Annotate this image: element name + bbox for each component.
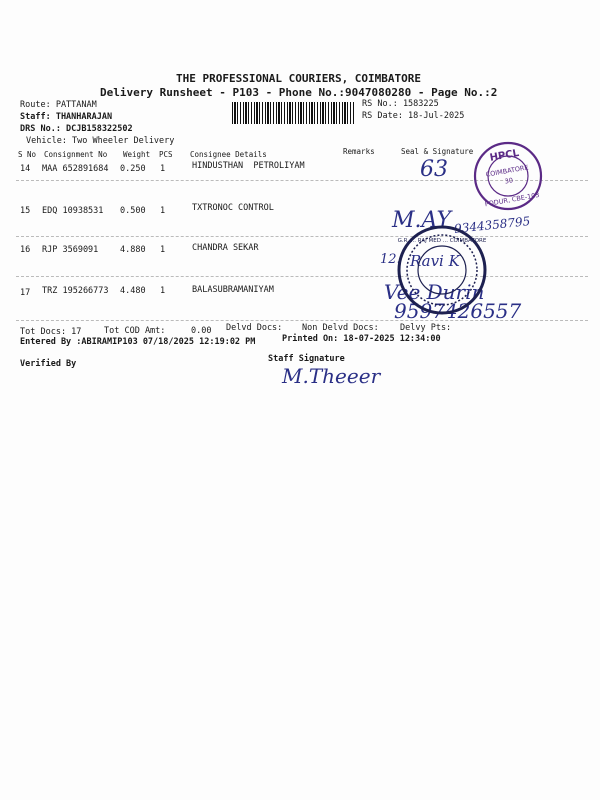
col-weight: Weight	[123, 150, 151, 159]
staff-label: Staff: THANHARAJAN	[20, 112, 113, 122]
handwritten-phone-row15: 9344358795	[453, 214, 531, 236]
col-pcs: PCS	[159, 150, 173, 159]
staff-signature-label: Staff Signature	[268, 354, 345, 364]
route-label: Route: PATTANAM	[20, 100, 97, 110]
col-remarks: Remarks	[343, 147, 375, 156]
handwritten-name-row15: M.AY	[392, 208, 452, 233]
row-consignment: MAA 652891684	[42, 164, 109, 174]
stamp-text: 30	[504, 176, 514, 186]
row-pcs: 1	[160, 206, 166, 216]
stamp-text: PODUR, CBE-103	[484, 190, 541, 209]
stamp-text: G.R. ... RAJ MED ... COIMBATORE	[397, 238, 487, 244]
row-sno: 16	[20, 245, 31, 255]
col-sno: S No	[18, 150, 37, 159]
row-consignment: EDQ 10938531	[42, 206, 104, 216]
row-consignee: TXTRONOC CONTROL	[192, 203, 274, 213]
round-seal-stamp	[396, 224, 488, 316]
row-pcs: 1	[160, 245, 166, 255]
total-cod-amount: Tot COD Amt: 0.00	[104, 326, 212, 336]
printed-on: Printed On: 18-07-2025 12:34:00	[282, 334, 441, 344]
row-consignment: RJP 3569091	[42, 245, 99, 255]
row-consignee: BALASUBRAMANIYAM	[192, 285, 274, 295]
col-consignee: Consignee Details	[190, 150, 267, 159]
stamp-text: HPCL	[488, 147, 520, 164]
row-pcs: 1	[160, 286, 166, 296]
drs-number: DRS No.: DCJB158322502	[20, 124, 133, 134]
delivery-points: Delvy Pts:	[400, 323, 452, 333]
col-consignment: Consignment No	[44, 150, 108, 159]
rs-date: RS Date: 18-Jul-2025	[362, 111, 465, 121]
entered-by: Entered By :ABIRAMIP103 07/18/2025 12:19:02 PM	[20, 337, 256, 347]
row-consignee: CHANDRA SEKAR	[192, 243, 259, 253]
total-docs: Tot Docs: 17	[20, 327, 82, 337]
row-sno: 15	[20, 206, 31, 216]
row-consignment: TRZ 195266773	[42, 286, 109, 296]
handwritten-name-row17: Vee Durin	[384, 280, 485, 304]
row-divider	[16, 276, 588, 277]
row-weight: 4.480	[120, 286, 146, 296]
row-sno: 17	[20, 288, 31, 298]
hpcl-stamp	[472, 140, 544, 212]
row-pcs: 1	[160, 164, 166, 174]
stamp-text: COIMBATORE	[485, 163, 530, 179]
staff-signature: M.Theeer	[282, 364, 381, 388]
handwritten-mark-row14: 63	[420, 157, 448, 182]
rs-number: RS No.: 1583225	[362, 99, 439, 109]
row-weight: 4.880	[120, 245, 146, 255]
handwritten-name-row16: Ravi K	[410, 252, 460, 270]
row-consignee: HINDUSTHAN PETROLIYAM	[192, 161, 305, 171]
barcode	[232, 102, 354, 124]
runsheet-title: Delivery Runsheet - P103 - Phone No.:9047080280 - Page No.:2	[100, 86, 498, 99]
company-title: THE PROFESSIONAL COURIERS, COIMBATORE	[176, 72, 422, 85]
handwritten-mark-row16: 12.	[380, 252, 401, 267]
row-weight: 0.250	[120, 164, 146, 174]
delivered-docs: Delvd Docs:	[226, 323, 283, 333]
vehicle-label: Vehicle: Two Wheeler Delivery	[26, 136, 175, 146]
row-divider	[16, 236, 588, 237]
col-seal-signature: Seal & Signature	[401, 147, 474, 156]
non-delivered-docs: Non Delvd Docs:	[302, 323, 379, 333]
handwritten-phone-row17: 9597426557	[394, 299, 522, 323]
row-sno: 14	[20, 164, 31, 174]
row-weight: 0.500	[120, 206, 146, 216]
verified-by: Verified By	[20, 359, 77, 369]
